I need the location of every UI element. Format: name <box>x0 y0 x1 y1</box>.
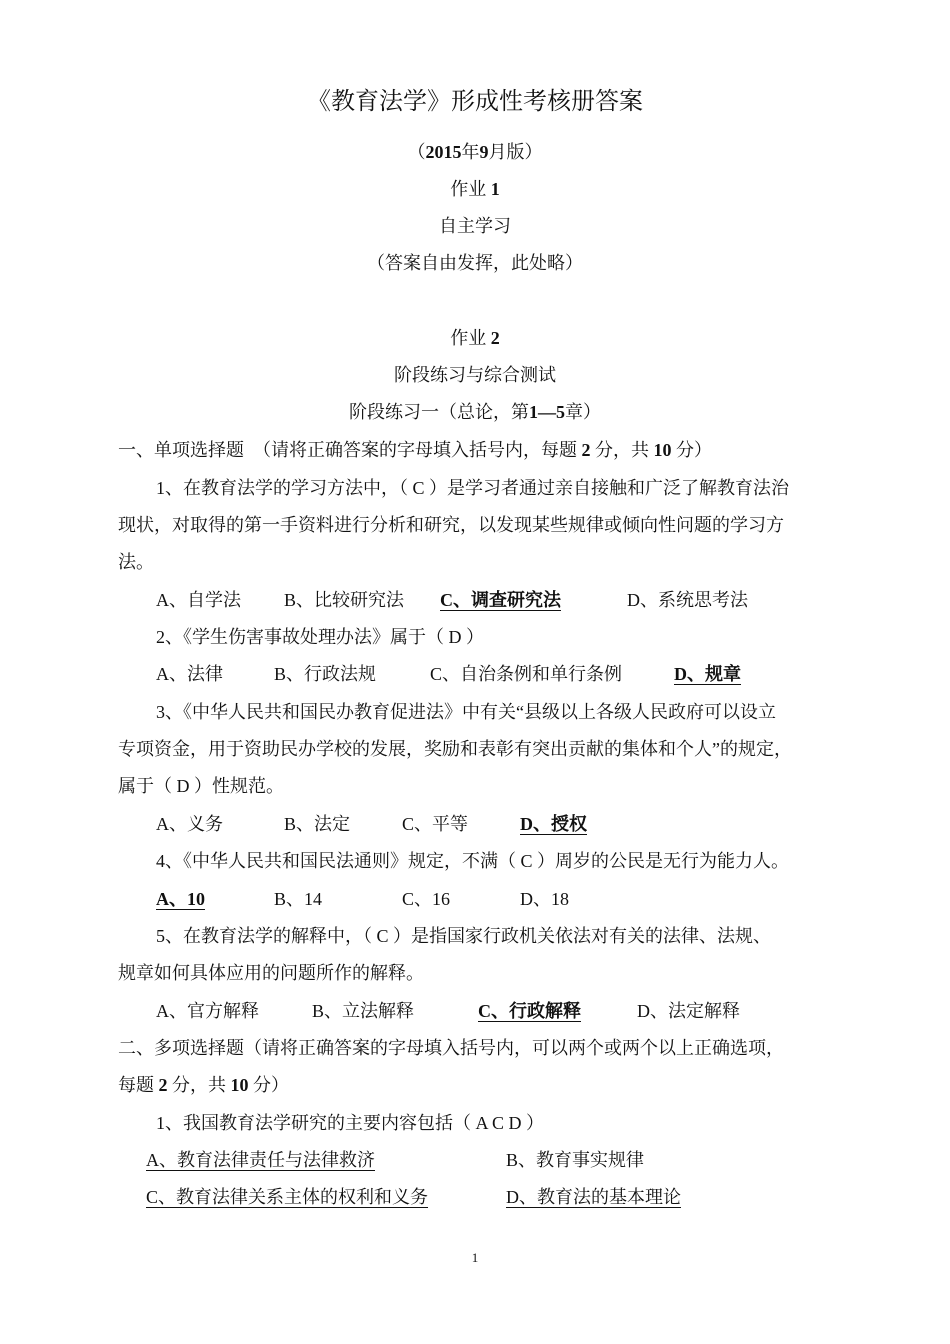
section-1-post: 分） <box>676 440 712 460</box>
section-1-mid: 分，共 <box>595 440 649 460</box>
question-3-line-2: 专项资金，用于资助民办学校的发展，奖励和表彰有突出贡献的集体和个人”的规定， <box>118 739 792 759</box>
question-1-line-3: 法。 <box>118 552 154 572</box>
edition-month: 9 <box>479 142 489 162</box>
question-2-option-d-answer: D、规章 <box>674 664 741 684</box>
section-1-heading <box>118 438 712 462</box>
stage-heading <box>0 400 950 424</box>
question-2-option-a: A、法律 <box>156 664 223 684</box>
question-3-line-1: 3、《中华人民共和国民办教育促进法》中有关“县级以上各级人民政府可以设立 <box>156 702 776 722</box>
section-2-heading-line-2 <box>118 1073 289 1097</box>
multi-question-1-option-b: B、教育事实规律 <box>506 1150 645 1170</box>
section-1-pre: 一、单项选择题 （请将正确答案的字母填入括号内，每题 <box>118 440 577 460</box>
homework-2-label: 作业 <box>450 328 487 348</box>
question-1-line-2: 现状，对取得的第一手资料进行分析和研究，以发现某些规律或倾向性问题的学习方 <box>118 515 784 535</box>
section-2-heading-line-1: 二、多项选择题（请将正确答案的字母填入括号内，可以两个或两个以上正确选项， <box>118 1038 784 1058</box>
homework-1-topic: 自主学习 <box>439 216 511 236</box>
question-4-option-c: C、16 <box>402 889 451 909</box>
question-1-option-a: A、自学法 <box>156 590 241 610</box>
homework-1-note: （答案自由发挥，此处略） <box>367 253 583 273</box>
question-5-line-1: 5、在教育法学的解释中，（ C ）是指国家行政机关依法对有关的法律、法规、 <box>156 926 772 946</box>
document-title: 《教育法学》形成性考核册答案 <box>307 89 643 115</box>
question-3-line-3: 属于（ D ）性规范。 <box>118 776 284 796</box>
page-number: 1 <box>471 1250 479 1265</box>
stage-pre: 阶段练习一（总论，第 <box>349 402 529 422</box>
stage-post: 章） <box>565 402 601 422</box>
question-5-option-a: A、官方解释 <box>156 1001 259 1021</box>
question-3-option-b: B、法定 <box>284 814 351 834</box>
question-3-option-a: A、义务 <box>156 814 223 834</box>
question-2-line-1: 2、《学生伤害事故处理办法》属于（ D ） <box>156 627 484 647</box>
section-2-pre: 每题 <box>118 1075 154 1095</box>
question-4-option-d: D、18 <box>520 889 569 909</box>
question-2-option-c: C、自治条例和单行条例 <box>430 664 623 684</box>
homework-1-label: 作业 <box>450 179 487 199</box>
section-2-points: 2 <box>158 1075 168 1095</box>
edition-month-unit: 月版） <box>488 142 543 162</box>
question-5-option-d: D、法定解释 <box>637 1001 740 1021</box>
question-4-line-1: 4、《中华人民共和国民法通则》规定，不满（ C ）周岁的公民是无行为能力人。 <box>156 851 790 871</box>
question-3-option-d-answer: D、授权 <box>520 814 587 834</box>
edition-open: （ <box>407 142 426 162</box>
homework-1-heading <box>0 177 950 201</box>
section-2-post: 分） <box>253 1075 289 1095</box>
question-4-option-b: B、14 <box>274 889 323 909</box>
edition-year: 2015 <box>425 142 462 162</box>
multi-question-1-option-c-answer: C、教育法律关系主体的权利和义务 <box>146 1187 429 1207</box>
edition-line <box>0 140 950 164</box>
question-4-option-a-answer: A、10 <box>156 889 205 909</box>
multi-question-1-line-1: 1、我国教育法学研究的主要内容包括（ A C D ） <box>156 1113 545 1133</box>
question-5-option-c-answer: C、行政解释 <box>478 1001 581 1021</box>
homework-2-topic: 阶段练习与综合测试 <box>394 365 556 385</box>
question-5-option-b: B、立法解释 <box>312 1001 415 1021</box>
section-2-total: 10 <box>230 1075 249 1095</box>
edition-year-unit: 年 <box>461 142 480 162</box>
question-1-option-d: D、系统思考法 <box>627 590 748 610</box>
question-2-option-b: B、行政法规 <box>274 664 377 684</box>
question-5-line-2: 规章如何具体应用的问题所作的解释。 <box>118 963 424 983</box>
section-2-mid: 分，共 <box>172 1075 226 1095</box>
multi-question-1-option-d-answer: D、教育法的基本理论 <box>506 1187 681 1207</box>
question-1-line-1: 1、在教育法学的学习方法中，（ C ）是学习者通过亲自接触和广泛了解教育法治 <box>156 478 790 498</box>
question-1-option-b: B、比较研究法 <box>284 590 405 610</box>
section-1-total: 10 <box>653 440 672 460</box>
homework-2-number: 2 <box>490 328 500 348</box>
question-1-option-c-answer: C、调查研究法 <box>440 590 561 610</box>
question-3-option-c: C、平等 <box>402 814 469 834</box>
homework-1-number: 1 <box>490 179 500 199</box>
section-1-points: 2 <box>581 440 591 460</box>
stage-range: 1—5 <box>529 402 565 422</box>
multi-question-1-option-a-answer: A、教育法律责任与法律救济 <box>146 1150 375 1170</box>
homework-2-heading <box>0 326 950 350</box>
